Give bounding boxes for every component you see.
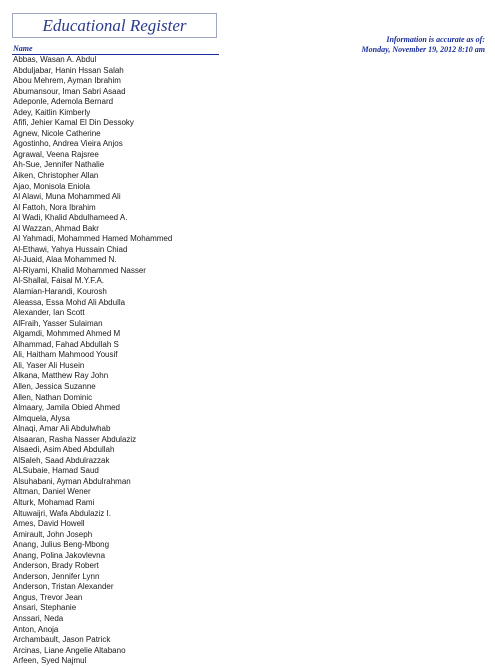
list-item: Al-Riyami, Khalid Mohammed Nasser: [13, 265, 146, 275]
list-item: Almquela, Alysa: [13, 413, 70, 423]
list-item: Ajao, Monisola Eniola: [13, 181, 90, 191]
list-item: Archambault, Jason Patrick: [13, 635, 111, 645]
list-item: Ansari, Stephanie: [13, 603, 77, 613]
list-item: Anderson, Tristan Alexander: [13, 582, 114, 592]
info-block: [362, 35, 485, 55]
list-item: AlSaleh, Saad Abdulrazzak: [13, 455, 110, 465]
list-item: AlFraih, Yasser Sulaiman: [13, 318, 103, 328]
list-item: Anderson, Jennifer Lynn: [13, 571, 100, 581]
list-item: Altman, Daniel Wener: [13, 487, 91, 497]
list-item: Ah-Sue, Jennifer Nathalie: [13, 160, 105, 170]
list-item: Aleassa, Essa Mohd Ali Abdulla: [13, 297, 126, 307]
list-item: Alkana, Matthew Ray John: [13, 371, 109, 381]
list-item: Al Alawi, Muna Mohammed Ali: [13, 192, 121, 202]
name-list: [13, 55, 172, 667]
register-title-box: [12, 13, 217, 38]
list-item: Anssari, Neda: [13, 613, 64, 623]
list-item: Ali, Yaser Ali Husein: [13, 360, 85, 370]
list-item: Al Fattoh, Nora Ibrahim: [13, 202, 96, 212]
list-item: Al Yahmadi, Mohammed Hamed Mohammed: [13, 234, 173, 244]
list-item: Altuwaijri, Wafa Abdulaziz I.: [13, 508, 111, 518]
list-item: Anderson, Brady Robert: [13, 561, 99, 571]
list-item: Al Wadi, Khalid Abdulhameed A.: [13, 213, 128, 223]
list-item: Agnew, Nicole Catherine: [13, 128, 101, 138]
list-item: Alturk, Mohamad Rami: [13, 497, 95, 507]
list-item: Abou Mehrem, Ayman Ibrahim: [13, 76, 121, 86]
list-item: Almaary, Jamila Obied Ahmed: [13, 403, 121, 413]
info-date: Monday, November 19, 2012 8:10 am: [361, 45, 485, 54]
list-item: Arfeen, Syed Najmul: [13, 656, 87, 666]
list-item: Amirault, John Joseph: [13, 529, 93, 539]
list-item: Anang, Julius Beng-Mbong: [13, 540, 110, 550]
list-item: Abbas, Wasan A. Abdul: [13, 55, 97, 64]
list-item: Al-Ethawi, Yahya Hussain Chiad: [13, 244, 128, 254]
list-item: Alhammad, Fahad Abdullah S: [13, 339, 119, 349]
list-item: Adeponle, Ademola Bernard: [13, 97, 114, 107]
list-item: Alsuhabani, Ayman Abdulrahman: [13, 476, 131, 486]
list-item: Anang, Polina Jakovlevna: [13, 550, 106, 560]
list-item: Al-Juaid, Alaa Mohammed N.: [13, 255, 117, 265]
list-item: Alsaedi, Asim Abed Abdullah: [13, 445, 115, 455]
list-item: Algamdi, Mohmmed Ahmed M: [13, 329, 121, 339]
list-item: Adey, Kaitlin Kimberly: [13, 107, 91, 117]
list-item: Agostinho, Andrea Vieira Anjos: [13, 139, 123, 149]
list-item: Aiken, Christopher Allan: [13, 171, 99, 181]
list-item: Afifi, Jehier Kamal El Din Dessoky: [13, 118, 134, 128]
list-item: Arcinas, Liane Angelie Altabano: [13, 645, 126, 655]
list-item: Allen, Nathan Dominic: [13, 392, 93, 402]
name-column-header: Name: [13, 44, 33, 53]
info-label: Information is accurate as of:: [386, 35, 485, 44]
list-item: Al Wazzan, Ahmad Bakr: [13, 223, 99, 233]
list-item: Anton, Anoja: [13, 624, 59, 634]
list-item: ALSubaie, Hamad Saud: [13, 466, 99, 476]
list-item: Abumansour, Iman Sabri Asaad: [13, 86, 126, 96]
list-item: Ali, Haitham Mahmood Yousif: [13, 350, 118, 360]
page-title: Educational Register: [42, 16, 187, 35]
list-item: Ames, David Howell: [13, 519, 85, 529]
list-item: Alnaqi, Amar Ali Abdulwhab: [13, 424, 111, 434]
list-item: Alexander, Ian Scott: [13, 308, 85, 318]
list-item: Allen, Jessica Suzanne: [13, 381, 96, 391]
list-item: Agrawal, Veena Rajsree: [13, 149, 99, 159]
list-item: Angus, Trevor Jean: [13, 592, 83, 602]
list-item: Abduljabar, Hanin Hssan Salah: [13, 65, 124, 75]
list-item: Alamian-Harandi, Kourosh: [13, 287, 107, 297]
list-item: Alsaaran, Rasha Nasser Abdulaziz: [13, 434, 137, 444]
list-item: Al-Shallal, Faisal M.Y.F.A.: [13, 276, 104, 286]
